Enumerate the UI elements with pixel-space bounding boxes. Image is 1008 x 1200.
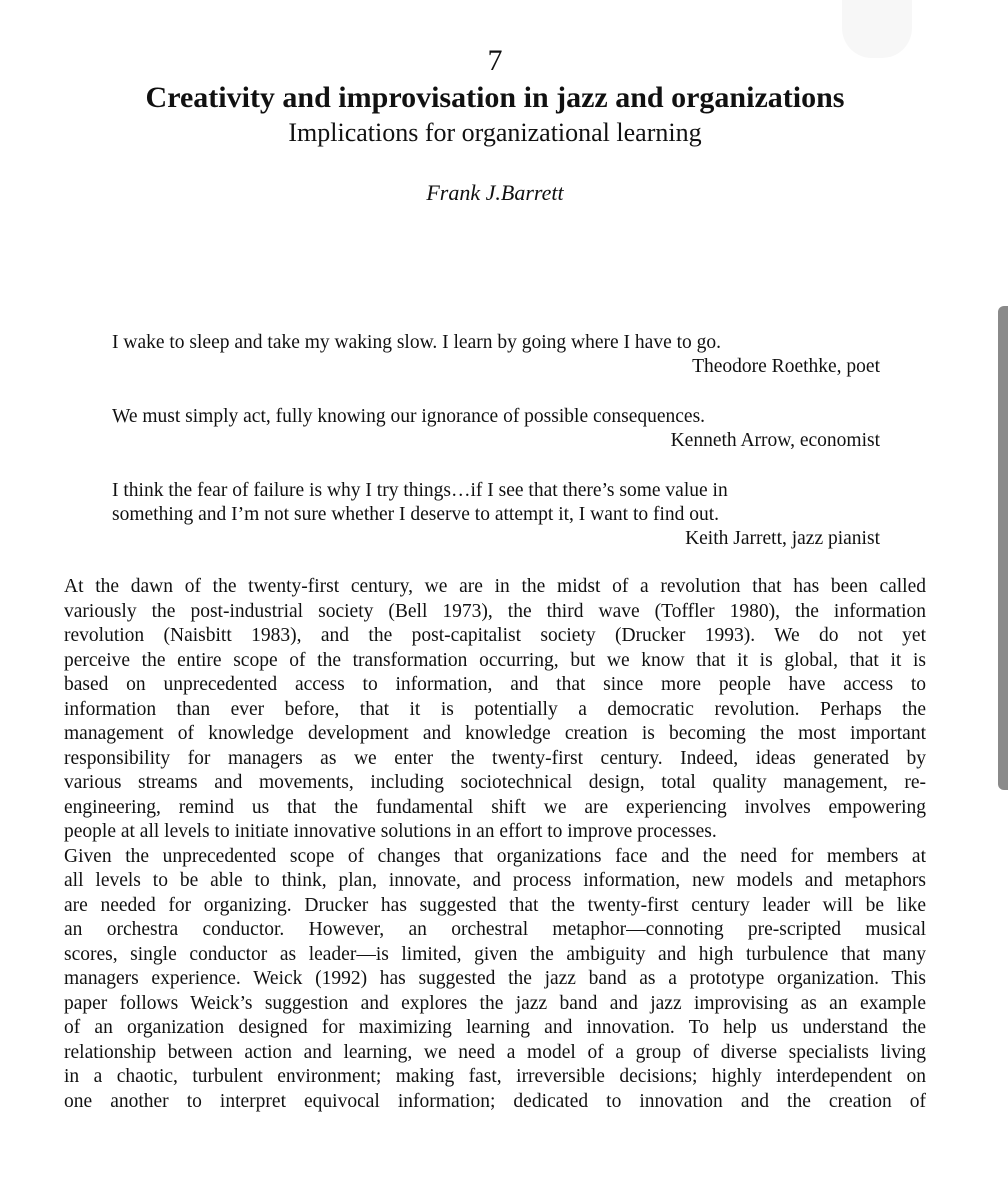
epigraph-jarrett [112, 479, 880, 551]
author-name: Frank J.Barrett [426, 180, 564, 205]
text-line: one another to interpret equivocal information; dedicated to innovation and the creation of [64, 1090, 926, 1112]
text-line: revolution (Naisbitt 1983), and the post-capitalist society (Drucker 1993). We do not yet [64, 625, 926, 646]
chapter-title: Creativity and improvisation in jazz and organizations [145, 81, 845, 114]
text-line: managers experience. Weick (1992) has suggested the jazz band as a prototype organization. This [64, 968, 926, 989]
epigraph-attribution: Keith Jarrett, jazz pianist [685, 528, 880, 549]
text-line: all levels to be able to think, plan, innovate, and process information, new models and metaphors [64, 870, 926, 891]
text-line: an orchestra conductor. However, an orchestral metaphor—connoting pre-scripted musical [64, 919, 926, 940]
text-line: scores, single conductor as leader—is limited, given the ambiguity and high turbulence that many [64, 943, 926, 965]
text-line: relationship between action and learning, we need a model of a group of diverse specialists living [64, 1041, 926, 1063]
text-line: variously the post-industrial society (Bell 1973), the third wave (Toffler 1980), the information [64, 600, 926, 622]
paragraph-2 [64, 845, 926, 1115]
text-line: responsibility for managers as we enter the twenty-first century. Indeed, ideas generated by [64, 747, 926, 769]
epigraph-arrow [112, 405, 880, 453]
text-line: people at all levels to initiate innovative solutions in an effort to improve processes. [64, 821, 717, 842]
epigraph-quote-line: We must simply act, fully knowing our ignorance of possible consequences. [112, 406, 706, 427]
scrollbar[interactable] [998, 306, 1008, 790]
chapter-number: 7 [487, 44, 503, 77]
text-line: At the dawn of the twenty-first century, we are in the midst of a revolution that has been called [64, 576, 926, 597]
text-line: in a chaotic, turbulent environment; making fast, irreversible decisions; highly interdependent on [64, 1066, 926, 1087]
text-line: management of knowledge development and knowledge creation is becoming the most important [64, 723, 926, 744]
text-line: of an organization designed for maximizing learning and innovation. To help us understand the [64, 1017, 926, 1038]
epigraph-attribution: Kenneth Arrow, economist [670, 430, 880, 451]
epigraph-quote-line: I wake to sleep and take my waking slow. I learn by going where I have to go. [112, 332, 722, 353]
epigraph-roethke [112, 331, 880, 379]
body-text [64, 575, 926, 1114]
epigraph-attribution: Theodore Roethke, poet [692, 356, 880, 377]
epigraph-quote-line: something and I’m not sure whether I deserve to attempt it, I want to find out. [112, 504, 720, 525]
text-line: paper follows Weick’s suggestion and explores the jazz band and jazz improvising as an example [64, 992, 926, 1014]
text-line: are needed for organizing. Drucker has suggested that the twenty-first century leader will be like [64, 894, 926, 916]
text-line: perceive the entire scope of the transformation occurring, but we know that it is global, that it is [64, 649, 926, 671]
text-line: Given the unprecedented scope of changes that organizations face and the need for members at [64, 845, 926, 867]
text-line: based on unprecedented access to information, and that since more people have access to [64, 674, 926, 695]
epigraph-quote-line: I think the fear of failure is why I try things…if I see that there’s some value in [112, 480, 728, 501]
paragraph-1 [64, 575, 926, 845]
chapter-subtitle: Implications for organizational learning [288, 118, 702, 147]
text-line: information than ever before, that it is potentially a democratic revolution. Perhaps the [64, 698, 926, 720]
text-line: engineering, remind us that the fundamental shift we are experiencing involves empowering [64, 796, 926, 818]
text-line: various streams and movements, including sociotechnical design, total quality management, re- [64, 772, 926, 793]
